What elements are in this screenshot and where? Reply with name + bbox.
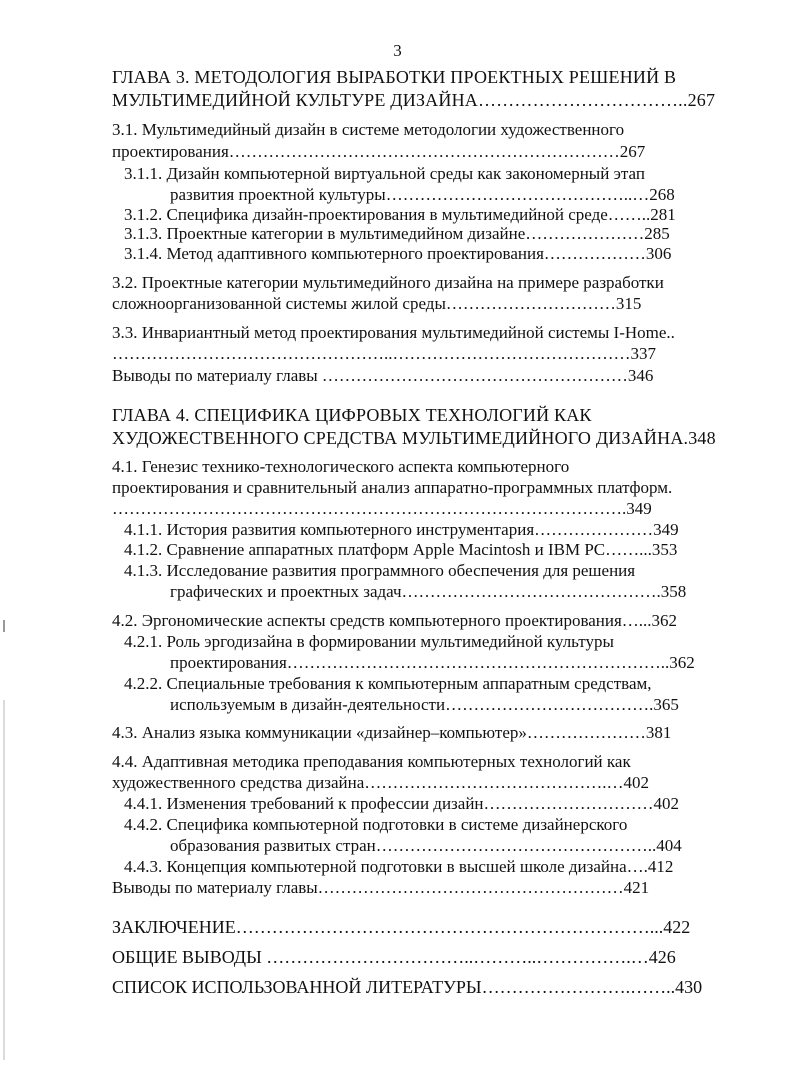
- toc-4-2-1-line-2: проектирования…………………………………………………………..362: [170, 653, 695, 672]
- toc-conclusion: ЗАКЛЮЧЕНИЕ……………………………………………………………...422: [112, 917, 691, 937]
- toc-4-1-line-3: ……………………………………………………………………………….349: [112, 499, 652, 518]
- toc-4-2-2-line-2: используемым в дизайн-деятельности……………………………….365: [170, 695, 679, 714]
- toc-4-4-line-1: 4.4. Адаптивная методика преподавания компьютерных технологий как: [112, 752, 631, 771]
- chapter-3-title-line-2: МУЛЬТИМЕДИЙНОЙ КУЛЬТУРЕ ДИЗАЙНА……………………………..267: [112, 90, 716, 110]
- toc-3-1-1-line-1: 3.1.1. Дизайн компьютерной виртуальной среды как закономерный этап: [124, 164, 645, 183]
- toc-3-3-line-2: …………………………………………..……………………………………337: [112, 344, 656, 363]
- toc-general-conclusions: ОБЩИЕ ВЫВОДЫ ……………………………..………..…………….…426: [112, 947, 676, 967]
- toc-3-2-line-1: 3.2. Проектные категории мультимедийного дизайна на примере разработки: [112, 273, 664, 292]
- toc-4-2: 4.2. Эргономические аспекты средств компьютерного проектирования…...362: [112, 611, 678, 630]
- toc-4-1-3-line-1: 4.1.3. Исследование развития программного обеспечения для решения: [124, 561, 636, 580]
- chapter-4-title-line-1: ГЛАВА 4. СПЕЦИФИКА ЦИФРОВЫХ ТЕХНОЛОГИЙ КАК: [112, 405, 592, 425]
- toc-3-3-line-1: 3.3. Инвариантный метод проектирования мультимедийной системы I-Home..: [112, 323, 675, 342]
- toc-3-1-line-2: проектирования……………………………………………………………267: [112, 142, 646, 161]
- toc-3-1-2: 3.1.2. Специфика дизайн-проектирования в мультимедийной среде……..281: [124, 205, 676, 224]
- toc-4-1-1: 4.1.1. История развития компьютерного инструментария…………………349: [124, 520, 679, 539]
- toc-3-2-line-2: сложноорганизованной системы жилой среды…………………………315: [112, 294, 642, 313]
- toc-4-conclusions: Выводы по материалу главы………………………………………………421: [112, 878, 650, 897]
- toc-4-2-2-line-1: 4.2.2. Специальные требования к компьютерным аппаратным средствам,: [124, 674, 652, 693]
- toc-3-1-1-line-2: развития проектной культуры……………………………………..…268: [170, 185, 675, 204]
- toc-4-3: 4.3. Анализ языка коммуникации «дизайнер–компьютер»…………………381: [112, 723, 672, 742]
- toc-4-1-line-2: проектирования и сравнительный анализ аппаратно-программных платформ.: [112, 478, 673, 497]
- toc-4-4-2-line-1: 4.4.2. Специфика компьютерной подготовки в системе дизайнерского: [124, 815, 628, 834]
- toc-3-1-4: 3.1.4. Метод адаптивного компьютерного проектирования………………306: [124, 244, 672, 263]
- toc-3-1-line-1: 3.1. Мультимедийный дизайн в системе методологии художественного: [112, 120, 625, 139]
- toc-4-4-3: 4.4.3. Концепция компьютерной подготовки в высшей школе дизайна….412: [124, 857, 674, 876]
- toc-4-4-line-2: художественного средства дизайна…………………………………….…402: [112, 773, 650, 792]
- toc-4-1-line-1: 4.1. Генезис технико-технологического аспекта компьютерного: [112, 457, 570, 476]
- chapter-3-title-line-1: ГЛАВА 3. МЕТОДОЛОГИЯ ВЫРАБОТКИ ПРОЕКТНЫХ РЕШЕНИЙ В: [112, 67, 677, 87]
- toc-bibliography: СПИСОК ИСПОЛЬЗОВАННОЙ ЛИТЕРАТУРЫ…………………….……..430: [112, 977, 703, 997]
- chapter-4-title-line-2: ХУДОЖЕСТВЕННОГО СРЕДСТВА МУЛЬТИМЕДИЙНОГО ДИЗАЙНА.348: [112, 428, 716, 448]
- toc-4-2-1-line-1: 4.2.1. Роль эргодизайна в формировании мультимедийной культуры: [124, 632, 614, 651]
- toc-3-conclusions: Выводы по материалу главы ………………………………………………346: [112, 366, 654, 385]
- scan-artifact: [3, 620, 5, 632]
- toc-3-1-3: 3.1.3. Проектные категории в мультимедийном дизайне…………………285: [124, 224, 670, 243]
- toc-4-4-2-line-2: образования развитых стран…………………………………………..404: [170, 836, 682, 855]
- toc-4-4-1: 4.4.1. Изменения требований к профессии дизайн…………………………402: [124, 794, 680, 813]
- toc-4-1-3-line-2: графических и проектных задач……………………………………….358: [170, 582, 687, 601]
- scan-artifact: [3, 700, 5, 1060]
- page-number: 3: [393, 41, 402, 60]
- toc-4-1-2: 4.1.2. Сравнение аппаратных платформ Apple Macintosh и IBM PC……...353: [124, 540, 678, 559]
